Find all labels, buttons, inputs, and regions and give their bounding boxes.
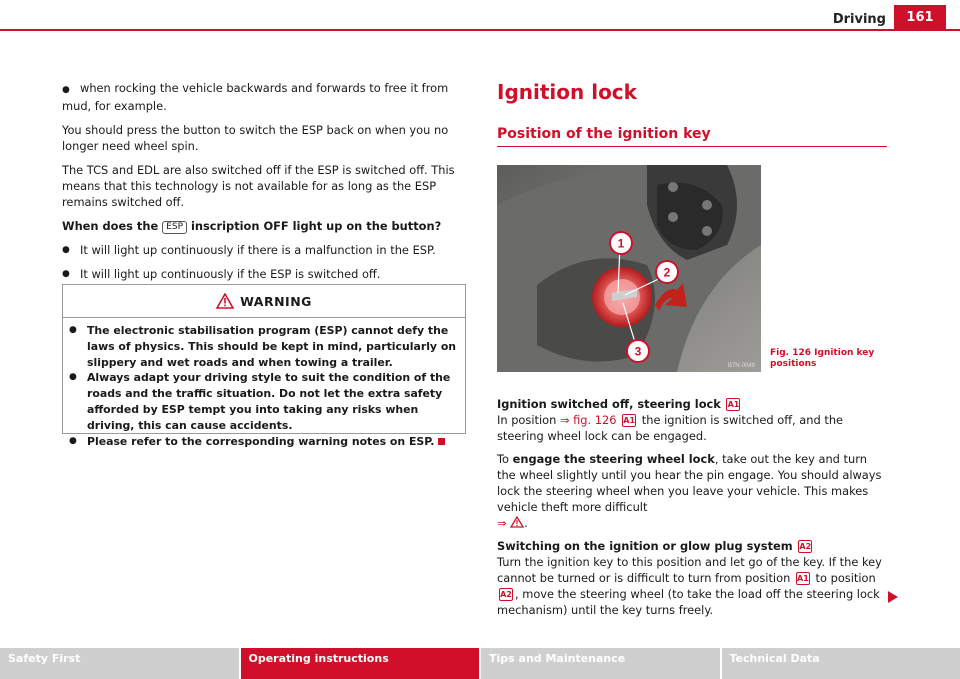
paragraph: You should press the button to switch the ESP back on when you no longer need wheel spin.	[62, 123, 449, 153]
text-run: , take out the key and turn the wheel slightly until you hear the pin engage. You should always lock the steering wheel when you leave your vehicle. This makes vehicle theft more difficult	[497, 452, 882, 514]
text-run: the ignition is switched off, and the steering wheel lock can be engaged.	[497, 413, 844, 443]
svg-text:3: 3	[634, 344, 642, 359]
question-heading	[62, 218, 466, 234]
page-header-title: Driving	[832, 12, 886, 27]
subsection-title: Position of the ignition key	[497, 126, 711, 142]
figure-code: B7N-0049	[727, 363, 755, 369]
text-run: to position	[815, 571, 876, 585]
text-run: To	[497, 452, 509, 466]
list-item-text: when rocking the vehicle backwards and forwards to free it from mud, for example.	[62, 81, 449, 113]
paragraph	[497, 412, 889, 444]
warning-reference-link[interactable]: ⇒	[497, 516, 507, 530]
footer-tab-bar	[0, 648, 960, 679]
svg-text:1: 1	[617, 236, 625, 251]
section-title: Ignition lock	[497, 80, 637, 104]
end-marker-icon	[438, 438, 445, 445]
text-run: , move the steering wheel (to take the load off the steering lock mechanism) until the key turns freely.	[497, 587, 880, 617]
warning-header	[63, 285, 465, 318]
text-run: In position	[497, 413, 557, 427]
list-item	[62, 80, 466, 114]
left-column	[62, 80, 466, 290]
step-heading-text: Switching on the ignition or glow plug system	[497, 539, 793, 553]
header-rule	[0, 29, 960, 31]
figure-reference-link[interactable]: ⇒ fig. 126	[559, 413, 617, 427]
footer-tab-technical-data[interactable]: Technical Data	[722, 648, 960, 679]
esp-key-badge: ESP	[162, 221, 187, 234]
paragraph: The TCS and EDL are also switched off if the ESP is switched off. This means that this technology is not available for as long as the ESP remains switched off.	[62, 163, 455, 209]
step-heading-text: Ignition switched off, steering lock	[497, 397, 721, 411]
position-badge: A1	[623, 416, 636, 425]
footer-tab-safety-first[interactable]: Safety First	[0, 648, 241, 679]
page-number: 161	[894, 5, 946, 29]
ignition-illustration	[497, 165, 761, 372]
warning-item-text: Please refer to the corresponding warning notes on ESP.	[87, 434, 435, 448]
list-item: ● It will light up continuously if the ESP is switched off.	[62, 266, 466, 282]
figure-caption: Fig. 126 Ignition key positions	[770, 348, 875, 369]
warning-title: WARNING	[240, 293, 312, 309]
warning-box	[62, 284, 466, 448]
warning-body	[63, 318, 465, 449]
step-heading	[497, 396, 889, 412]
ignition-key-figure	[497, 165, 761, 372]
warning-item: ● Always adapt your driving style to suit the condition of the roads and the traffic situation. Do not let the extra safety afforded by ESP tempt you into taking any risks when driving, this can cause accidents.	[69, 370, 459, 433]
question-text: When does the	[62, 219, 159, 233]
list-item: ● It will light up continuously if there is a malfunction in the ESP.	[62, 242, 466, 258]
step-heading	[497, 538, 889, 554]
position-badge: A1	[727, 400, 740, 409]
footer-tab-tips-and-maintenance[interactable]: Tips and Maintenance	[481, 648, 722, 679]
warning-triangle-icon	[216, 293, 234, 309]
paragraph	[497, 554, 889, 618]
position-badge: A1	[797, 574, 809, 583]
footer-tab-operating-instructions[interactable]: Operating instructions	[241, 648, 482, 679]
callout-3	[627, 340, 649, 362]
text-run: Turn the ignition key to this position and let go of the key. If the key cannot be turned or is difficult to turn from position	[497, 555, 882, 585]
text-run-bold: engage the steering wheel lock	[512, 452, 715, 466]
svg-text:2: 2	[663, 265, 671, 280]
warning-triangle-icon	[510, 516, 524, 528]
bullet-icon: ●	[62, 85, 70, 95]
position-badge: A2	[799, 542, 812, 551]
paragraph: To engage the steering wheel lock, take out the key and turn the wheel slightly until you hear the pin engage. You should always lock the steering wheel when you leave your vehicle. This makes vehicle theft more difficult ⇒ .	[497, 452, 882, 530]
position-badge: A2	[500, 590, 512, 599]
warning-item	[69, 434, 459, 450]
callout-2	[656, 261, 678, 283]
subsection-rule	[497, 146, 887, 147]
warning-item: ● The electronic stabilisation program (ESP) cannot defy the laws of physics. This should be kept in mind, particularly on slippery and wet roads and when towing a trailer.	[69, 323, 459, 370]
callout-1	[610, 232, 632, 254]
next-page-arrow-icon[interactable]	[888, 591, 898, 603]
right-body	[497, 396, 889, 625]
question-text: inscription OFF light up on the button?	[190, 219, 442, 233]
